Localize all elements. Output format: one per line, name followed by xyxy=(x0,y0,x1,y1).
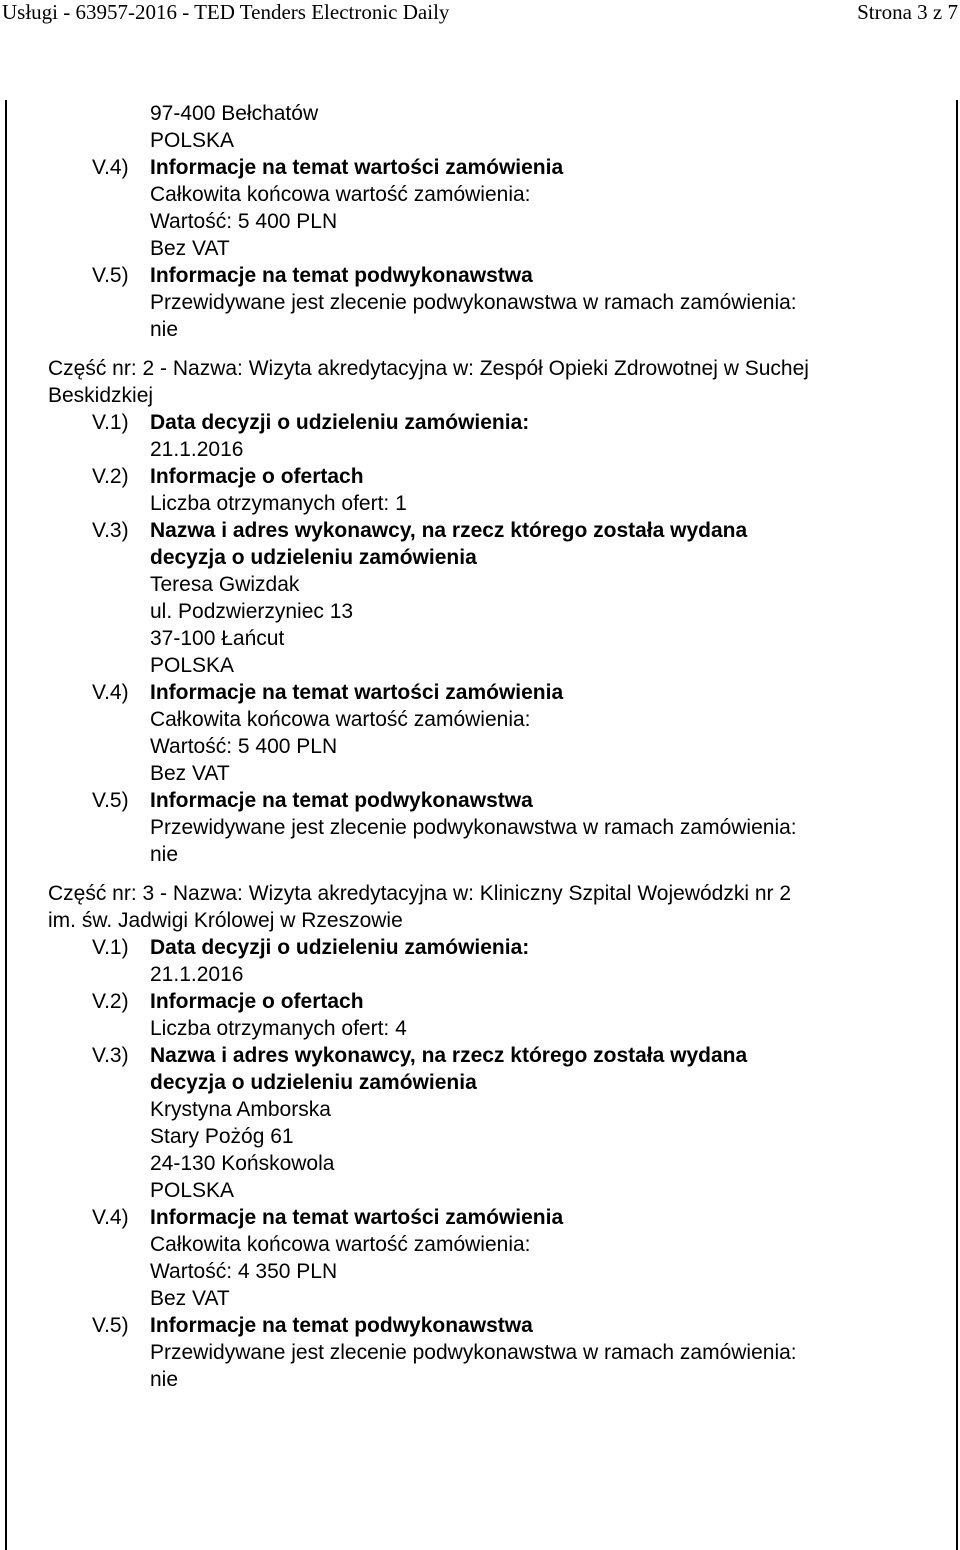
part-title-line1: Część nr: 2 - Nazwa: Wizyta akredytacyjna w: Zespół Opieki Zdrowotnej w Suchej xyxy=(48,357,809,380)
section-title: Data decyzji o udzieleniu zamówienia: xyxy=(150,411,530,434)
decision-date: 21.1.2016 xyxy=(150,438,244,461)
section-number: V.2) xyxy=(92,990,129,1013)
contractor-name: Teresa Gwizdak xyxy=(150,573,300,596)
section-number: V.3) xyxy=(92,519,129,542)
section-title: Informacje o ofertach xyxy=(150,990,364,1013)
value-amount: Wartość: 5 400 PLN xyxy=(150,210,338,233)
section-number: V.5) xyxy=(92,789,129,812)
section-title: Informacje na temat wartości zamówienia xyxy=(150,1206,564,1229)
section-title: Informacje na temat podwykonawstwa xyxy=(150,1314,533,1337)
left-border-line xyxy=(5,100,7,1550)
contractor-street: ul. Podzwierzyniec 13 xyxy=(150,600,354,623)
section-v5-heading xyxy=(48,262,928,289)
subcontract-value: nie xyxy=(150,1368,179,1391)
section-v2-heading xyxy=(48,463,928,490)
part-title-line1: Część nr: 3 - Nazwa: Wizyta akredytacyjna w: Kliniczny Szpital Wojewódzki nr 2 xyxy=(48,882,792,905)
contractor-country: POLSKA xyxy=(150,1179,235,1202)
contractor-street: Stary Pożóg 61 xyxy=(150,1125,294,1148)
contractor-country: POLSKA xyxy=(150,654,235,677)
page-header xyxy=(0,0,960,40)
section-title: Informacje o ofertach xyxy=(150,465,364,488)
part-title-line2: Beskidzkiej xyxy=(48,384,154,407)
section-number: V.1) xyxy=(92,411,129,434)
part-3 xyxy=(48,880,928,1393)
value-label: Całkowita końcowa wartość zamówienia: xyxy=(150,708,531,731)
value-vat: Bez VAT xyxy=(150,1287,230,1310)
address-country: POLSKA xyxy=(150,129,235,152)
section-number: V.5) xyxy=(92,1314,129,1337)
subcontract-label: Przewidywane jest zlecenie podwykonawstwa w ramach zamówienia: xyxy=(150,816,797,839)
section-title: Data decyzji o udzieleniu zamówienia: xyxy=(150,936,530,959)
section-v5-heading xyxy=(48,1312,928,1339)
section-v3-heading xyxy=(48,517,928,544)
document-body xyxy=(48,100,928,1393)
section-number: V.4) xyxy=(92,1206,129,1229)
section-v1-heading xyxy=(48,409,928,436)
section-v5-heading xyxy=(48,787,928,814)
section-number: V.3) xyxy=(92,1044,129,1067)
section-title: Nazwa i adres wykonawcy, na rzecz którego została wydana xyxy=(150,1044,748,1067)
section-number: V.4) xyxy=(92,681,129,704)
section-title: Informacje na temat podwykonawstwa xyxy=(150,264,533,287)
value-label: Całkowita końcowa wartość zamówienia: xyxy=(150,183,531,206)
value-label: Całkowita końcowa wartość zamówienia: xyxy=(150,1233,531,1256)
section-v4-heading xyxy=(48,679,928,706)
section-v2-heading xyxy=(48,988,928,1015)
value-amount: Wartość: 5 400 PLN xyxy=(150,735,338,758)
section-top xyxy=(48,100,928,343)
right-border-line xyxy=(956,100,958,1550)
address-city: 97-400 Bełchatów xyxy=(150,102,319,125)
part-title-line2: im. św. Jadwigi Królowej w Rzeszowie xyxy=(48,909,403,932)
section-title-continued: decyzja o udzieleniu zamówienia xyxy=(150,1071,477,1094)
section-v4-heading xyxy=(48,154,928,181)
offers-count: Liczba otrzymanych ofert: 4 xyxy=(150,1017,407,1040)
section-v4-heading xyxy=(48,1204,928,1231)
subcontract-label: Przewidywane jest zlecenie podwykonawstwa w ramach zamówienia: xyxy=(150,291,797,314)
section-number: V.2) xyxy=(92,465,129,488)
value-vat: Bez VAT xyxy=(150,762,230,785)
section-number: V.4) xyxy=(92,156,129,179)
section-title-continued: decyzja o udzieleniu zamówienia xyxy=(150,546,477,569)
section-title: Nazwa i adres wykonawcy, na rzecz którego została wydana xyxy=(150,519,748,542)
decision-date: 21.1.2016 xyxy=(150,963,244,986)
subcontract-value: nie xyxy=(150,318,179,341)
document-title: Usługi - 63957-2016 - TED Tenders Electronic Daily xyxy=(2,0,450,24)
section-title: Informacje na temat wartości zamówienia xyxy=(150,156,564,179)
subcontract-value: nie xyxy=(150,843,179,866)
section-v3-heading xyxy=(48,1042,928,1069)
offers-count: Liczba otrzymanych ofert: 1 xyxy=(150,492,407,515)
section-title: Informacje na temat wartości zamówienia xyxy=(150,681,564,704)
section-number: V.5) xyxy=(92,264,129,287)
subcontract-label: Przewidywane jest zlecenie podwykonawstwa w ramach zamówienia: xyxy=(150,1341,797,1364)
value-vat: Bez VAT xyxy=(150,237,230,260)
section-number: V.1) xyxy=(92,936,129,959)
contractor-city: 24-130 Końskowola xyxy=(150,1152,335,1175)
part-2 xyxy=(48,355,928,868)
section-v1-heading xyxy=(48,934,928,961)
section-title: Informacje na temat podwykonawstwa xyxy=(150,789,533,812)
page-number: Strona 3 z 7 xyxy=(857,0,958,24)
contractor-city: 37-100 Łańcut xyxy=(150,627,285,650)
contractor-name: Krystyna Amborska xyxy=(150,1098,331,1121)
value-amount: Wartość: 4 350 PLN xyxy=(150,1260,338,1283)
